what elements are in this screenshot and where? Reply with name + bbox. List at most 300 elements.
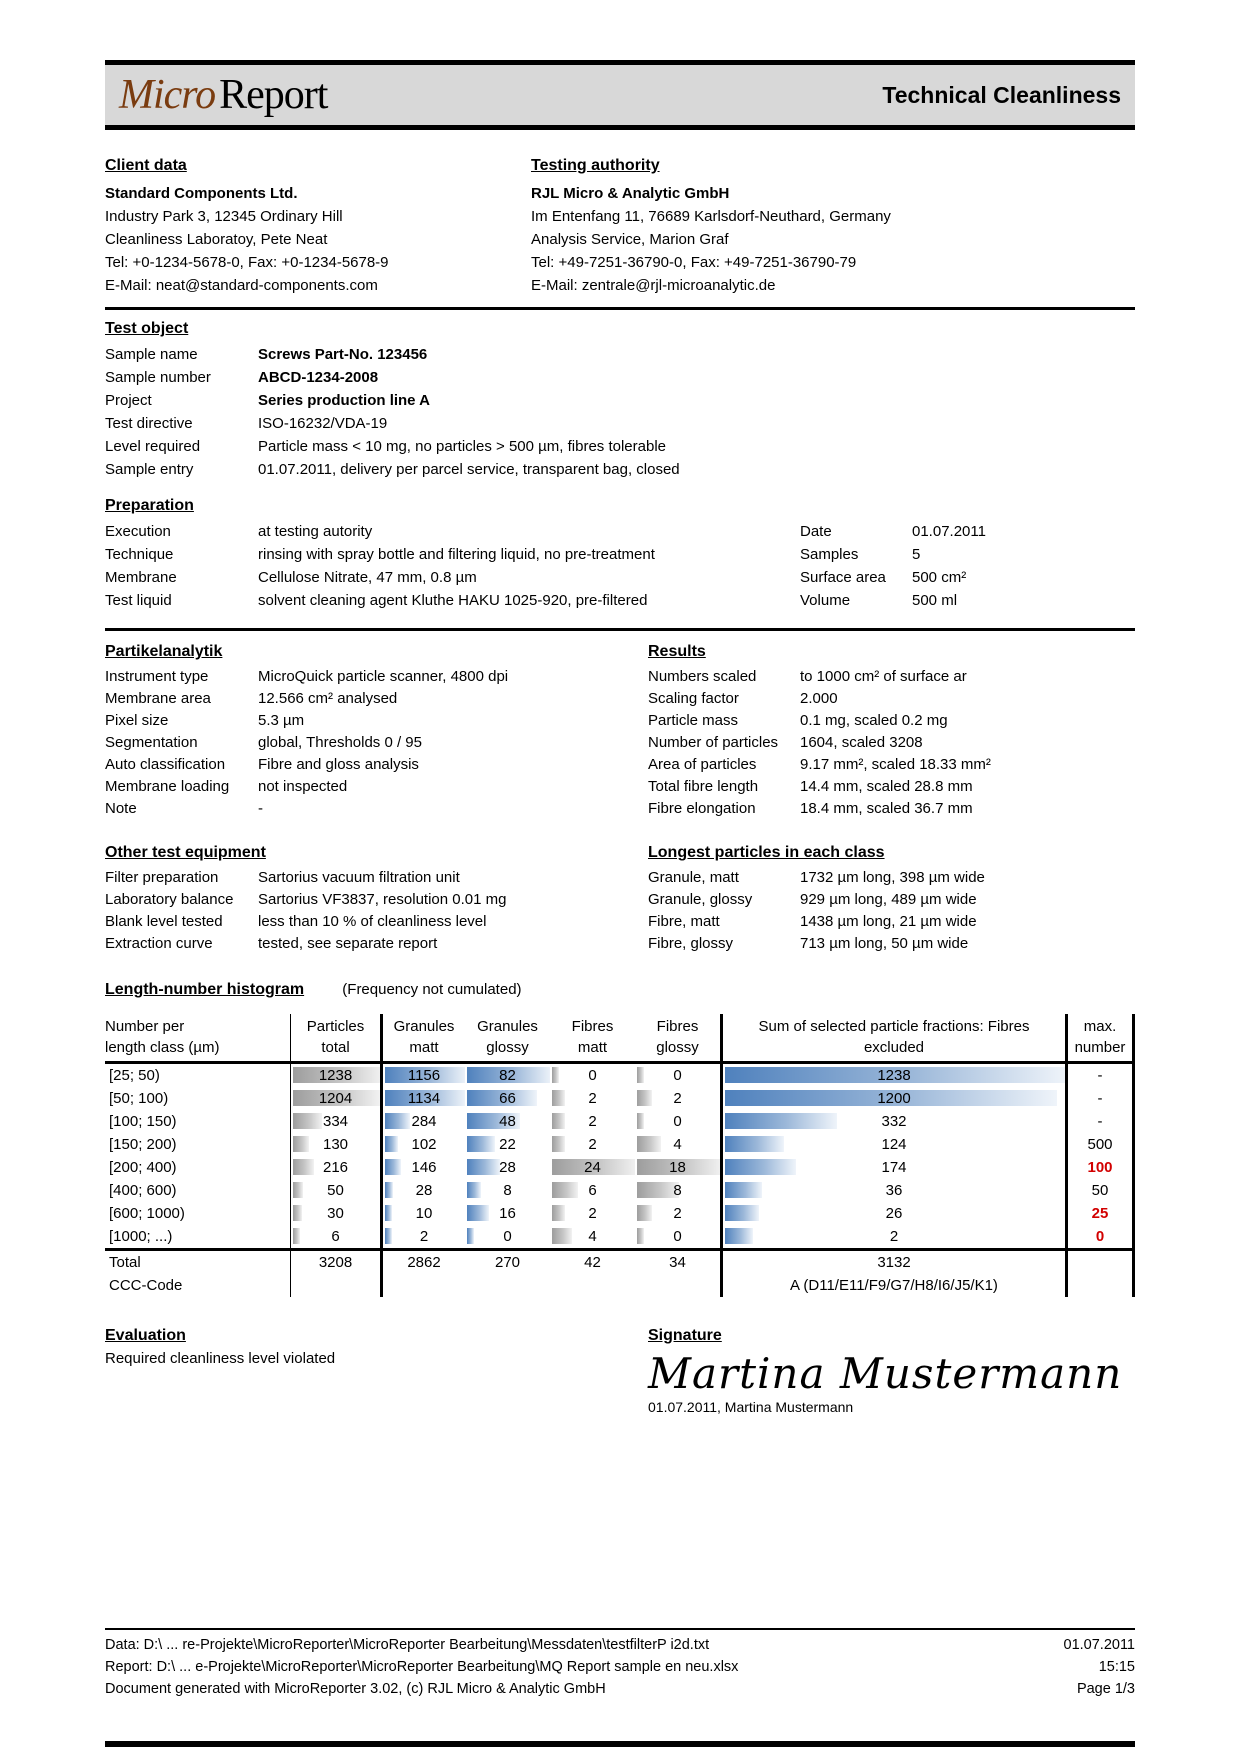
cell-fibres_glossy — [635, 1133, 720, 1156]
bottom-rule — [105, 1741, 1135, 1747]
field-value: 14.4 mm, scaled 28.8 mm — [800, 778, 973, 795]
cell-fibres_matt — [550, 1156, 635, 1179]
value-bar — [467, 1136, 495, 1152]
field-label: Samples — [800, 546, 859, 563]
cell-value: 2 — [419, 1228, 429, 1245]
cell-granules_matt — [380, 1133, 465, 1156]
cell-sum — [720, 1133, 1065, 1156]
histogram-body — [105, 1064, 1135, 1248]
cell-value: 6 — [331, 1228, 340, 1245]
cell-value: 10 — [415, 1205, 433, 1222]
cell-class — [105, 1202, 290, 1225]
footer-report-path: Report: D:\ ... e-Projekte\MicroReporter\MicroReporter Bearbeitung\MQ Report sample en neu.xlsx — [105, 1659, 739, 1675]
cell-particles_total — [290, 1202, 380, 1225]
cell-particles_total — [290, 1225, 380, 1248]
cell-value: 2 — [588, 1090, 597, 1107]
histogram-row — [105, 1202, 1135, 1225]
value-bar — [467, 1205, 489, 1221]
value-bar — [552, 1228, 572, 1244]
field-value: 12.566 cm² analysed — [258, 690, 398, 707]
value-bar — [293, 1113, 322, 1129]
cell-value: 4 — [673, 1136, 682, 1153]
field-label: Blank level tested — [105, 913, 223, 930]
total-max-cell — [1065, 1251, 1135, 1274]
cell-value: 216 — [322, 1159, 349, 1176]
page-title: Technical Cleanliness — [882, 81, 1121, 108]
cell-value: 1134 — [407, 1090, 441, 1107]
field-value: 5.3 µm — [258, 712, 305, 729]
signature-script: Martina Mustermann — [648, 1349, 1123, 1398]
total-particles-cell: 3208 — [290, 1251, 380, 1274]
value-bar — [467, 1182, 481, 1198]
field-label: Sample entry — [105, 461, 194, 478]
value-bar — [725, 1136, 784, 1152]
histogram-ccc-row — [105, 1274, 1135, 1297]
cell-granules_matt — [380, 1156, 465, 1179]
col-header-granules-matt: Granules matt — [380, 1014, 465, 1061]
histogram-row — [105, 1087, 1135, 1110]
cell-class — [105, 1064, 290, 1087]
cell-value: 130 — [322, 1136, 349, 1153]
field-value: 929 µm long, 489 µm wide — [800, 891, 977, 908]
field-label: Pixel size — [105, 712, 169, 729]
field-value: 1438 µm long, 21 µm wide — [800, 913, 977, 930]
value-bar — [293, 1228, 300, 1244]
app-logo — [119, 74, 327, 116]
client-phone: Tel: +0-1234-5678-0, Fax: +0-1234-5678-9 — [105, 254, 389, 271]
cell-particles_total — [290, 1156, 380, 1179]
cell-granules_glossy — [465, 1179, 550, 1202]
total-fibres-matt-cell: 42 — [584, 1254, 601, 1271]
testing-authority-block — [531, 154, 1135, 297]
cell-sum — [720, 1225, 1065, 1248]
total-fibres-glossy-cell: 34 — [669, 1254, 686, 1271]
signature-block — [648, 1327, 1135, 1415]
section-divider — [105, 628, 1135, 631]
cell-value: 50 — [327, 1182, 344, 1199]
cell-particles_total — [290, 1087, 380, 1110]
cell-value: - — [1097, 1067, 1103, 1084]
col-header-sum: Sum of selected particle fractions: Fibres excluded — [720, 1014, 1065, 1061]
value-bar — [385, 1113, 410, 1129]
cell-particles_total — [290, 1064, 380, 1087]
cell-class — [105, 1087, 290, 1110]
preparation-heading: Preparation — [105, 497, 194, 514]
cell-sum — [720, 1179, 1065, 1202]
client-data-block — [105, 154, 531, 297]
cell-fibres_glossy — [635, 1225, 720, 1248]
cell-max — [1065, 1225, 1135, 1248]
total-granules-matt-cell: 2862 — [380, 1251, 465, 1274]
cell-value: 102 — [411, 1136, 437, 1153]
longest-particles-heading: Longest particles in each class — [648, 844, 885, 861]
field-value: less than 10 % of cleanliness level — [258, 913, 487, 930]
logo-report: Report — [219, 72, 328, 118]
field-label: Scaling factor — [648, 690, 739, 707]
cell-value: 332 — [881, 1113, 907, 1130]
field-value: Cellulose Nitrate, 47 mm, 0.8 µm — [258, 569, 477, 586]
field-label: Membrane — [105, 569, 177, 586]
evaluation-block — [105, 1327, 648, 1415]
cell-fibres_matt — [550, 1202, 635, 1225]
results-heading: Results — [648, 643, 706, 660]
cell-granules_glossy — [465, 1225, 550, 1248]
value-bar — [293, 1159, 314, 1175]
cell-fibres_glossy — [635, 1202, 720, 1225]
field-value: ABCD-1234-2008 — [258, 369, 379, 386]
field-value: tested, see separate report — [258, 935, 438, 952]
cell-value: 8 — [673, 1182, 682, 1199]
histogram-row — [105, 1133, 1135, 1156]
field-label: Total fibre length — [648, 778, 759, 795]
cell-max — [1065, 1133, 1135, 1156]
value-bar — [293, 1136, 309, 1152]
field-label: Test directive — [105, 415, 193, 432]
cell-max — [1065, 1087, 1135, 1110]
field-value: to 1000 cm² of surface ar — [800, 668, 967, 685]
field-label: Granule, glossy — [648, 891, 753, 908]
equipment-section — [105, 844, 1135, 955]
field-label: Extraction curve — [105, 935, 213, 952]
cell-sum — [720, 1110, 1065, 1133]
cell-value: 30 — [327, 1205, 344, 1222]
cell-value: 1238 — [877, 1067, 911, 1084]
total-sum-cell: 3132 — [720, 1251, 1065, 1274]
field-value: Particle mass < 10 mg, no particles > 500 µm, fibres tolerable — [258, 438, 666, 455]
value-bar — [637, 1228, 644, 1244]
cell-granules_matt — [380, 1179, 465, 1202]
cell-value: 36 — [885, 1182, 903, 1199]
footer-generator: Document generated with MicroReporter 3.02, (c) RJL Micro & Analytic GmbH — [105, 1681, 606, 1697]
field-value: 500 ml — [912, 592, 958, 609]
field-value: 2.000 — [800, 690, 838, 707]
address-section — [105, 154, 1135, 297]
cell-max — [1065, 1179, 1135, 1202]
cell-value: 66 — [499, 1090, 516, 1107]
cell-fibres_matt — [550, 1087, 635, 1110]
histogram-row — [105, 1110, 1135, 1133]
cell-value: 2 — [673, 1090, 682, 1107]
cell-fibres_matt — [550, 1133, 635, 1156]
value-bar — [637, 1113, 644, 1129]
value-bar — [467, 1159, 500, 1175]
histogram-section — [105, 981, 1135, 1297]
value-bar — [552, 1090, 565, 1106]
field-value: ISO-16232/VDA-19 — [258, 415, 388, 432]
authority-email: E-Mail: zentrale@rjl-microanalytic.de — [531, 277, 776, 294]
field-value: Sartorius vacuum filtration unit — [258, 869, 460, 886]
field-label: Number of particles — [648, 734, 779, 751]
value-bar — [552, 1113, 565, 1129]
empty-cell — [290, 1274, 380, 1297]
cell-particles_total — [290, 1110, 380, 1133]
cell-value: 82 — [499, 1067, 516, 1084]
cell-sum — [720, 1156, 1065, 1179]
field-label: Sample number — [105, 369, 211, 386]
cell-value: 22 — [499, 1136, 516, 1153]
cell-granules_glossy — [465, 1110, 550, 1133]
value-bar — [725, 1182, 762, 1198]
cell-sum — [720, 1202, 1065, 1225]
field-value: at testing autority — [258, 523, 373, 540]
field-value: 713 µm long, 50 µm wide — [800, 935, 969, 952]
field-value: global, Thresholds 0 / 95 — [258, 734, 422, 751]
cell-value: 16 — [499, 1205, 516, 1222]
results-block — [648, 643, 1135, 820]
cell-value: 50 — [1091, 1182, 1109, 1199]
cell-value: 124 — [881, 1136, 907, 1153]
field-value: 5 — [912, 546, 921, 563]
field-label: Auto classification — [105, 756, 226, 773]
cell-value: - — [1097, 1090, 1103, 1107]
field-label: Date — [800, 523, 832, 540]
cell-class — [105, 1225, 290, 1248]
value-bar — [725, 1228, 753, 1244]
cell-value: [1000; ...) — [109, 1228, 173, 1245]
cell-granules_matt — [380, 1087, 465, 1110]
cell-value: [50; 100) — [109, 1090, 169, 1107]
value-bar — [552, 1136, 565, 1152]
field-value: 18.4 mm, scaled 36.7 mm — [800, 800, 973, 817]
cell-fibres_glossy — [635, 1087, 720, 1110]
particle-analysis-heading: Partikelanalytik — [105, 643, 223, 660]
cell-value: 0 — [588, 1067, 597, 1084]
longest-particles-block — [648, 844, 1135, 955]
cell-value: - — [1097, 1113, 1103, 1130]
value-bar — [293, 1182, 303, 1198]
client-company: Standard Components Ltd. — [105, 185, 298, 202]
cell-value: 500 — [1087, 1136, 1113, 1153]
cell-value: 100 — [1087, 1159, 1113, 1176]
cell-value: 284 — [411, 1113, 437, 1130]
empty-cell — [465, 1274, 550, 1297]
cell-class — [105, 1133, 290, 1156]
value-bar — [725, 1205, 759, 1221]
histogram-row — [105, 1156, 1135, 1179]
field-label: Area of particles — [648, 756, 757, 773]
cell-value: [100; 150) — [109, 1113, 177, 1130]
field-value: solvent cleaning agent Kluthe HAKU 1025-920, pre-filtered — [258, 592, 648, 609]
field-label: Numbers scaled — [648, 668, 757, 685]
field-label: Membrane area — [105, 690, 211, 707]
value-bar — [552, 1182, 578, 1198]
histogram-header-row — [105, 1014, 1135, 1064]
cell-class — [105, 1156, 290, 1179]
field-value: Fibre and gloss analysis — [258, 756, 419, 773]
field-label: Fibre, glossy — [648, 935, 734, 952]
signature-caption: 01.07.2011, Martina Mustermann — [648, 1399, 854, 1416]
footer-time: 15:15 — [1098, 1659, 1135, 1675]
footer-date: 01.07.2011 — [1063, 1637, 1135, 1653]
field-value: 01.07.2011, delivery per parcel service, transparent bag, closed — [258, 461, 680, 478]
col-header-fibres-matt: Fibres matt — [571, 1018, 614, 1056]
col-header-max-number: max. number — [1065, 1014, 1135, 1061]
value-bar — [385, 1205, 392, 1221]
cell-granules_matt — [380, 1225, 465, 1248]
field-label: Laboratory balance — [105, 891, 234, 908]
value-bar — [637, 1067, 644, 1083]
field-label: Filter preparation — [105, 869, 219, 886]
cell-value: 146 — [411, 1159, 437, 1176]
total-granules-glossy-cell: 270 — [494, 1254, 521, 1271]
value-bar — [552, 1205, 565, 1221]
value-bar — [725, 1113, 837, 1129]
cell-value: 2 — [588, 1113, 597, 1130]
col-header-fibres-glossy: Fibres glossy — [656, 1018, 699, 1056]
ccc-value-cell: A (D11/E11/F9/G7/H8/I6/J5/K1) — [720, 1274, 1065, 1297]
cell-max — [1065, 1202, 1135, 1225]
field-label: Level required — [105, 438, 201, 455]
histogram-row — [105, 1064, 1135, 1087]
field-label: Sample name — [105, 346, 198, 363]
field-label: Note — [105, 800, 137, 817]
cell-granules_glossy — [465, 1064, 550, 1087]
cell-granules_matt — [380, 1202, 465, 1225]
cell-value: 4 — [588, 1228, 597, 1245]
cell-fibres_matt — [550, 1110, 635, 1133]
cell-value: [600; 1000) — [109, 1205, 185, 1222]
value-bar — [385, 1136, 398, 1152]
cell-max — [1065, 1156, 1135, 1179]
cell-value: 18 — [669, 1159, 686, 1176]
histogram-note: (Frequency not cumulated) — [342, 981, 522, 998]
cell-value: 0 — [673, 1228, 682, 1245]
field-value: 1732 µm long, 398 µm wide — [800, 869, 985, 886]
cell-granules_glossy — [465, 1133, 550, 1156]
col-header-particles-total: Particles total — [290, 1014, 380, 1061]
field-label: Instrument type — [105, 668, 209, 685]
cell-granules_glossy — [465, 1202, 550, 1225]
value-bar — [725, 1159, 796, 1175]
cell-fibres_matt — [550, 1064, 635, 1087]
field-label: Execution — [105, 523, 171, 540]
footer-data-path: Data: D:\ ... re-Projekte\MicroReporter\MicroReporter Bearbeitung\Messdaten\testfilterP i2d.txt — [105, 1637, 710, 1653]
col-header-granules-glossy: Granules glossy — [477, 1018, 538, 1056]
client-data-heading: Client data — [105, 157, 187, 174]
field-label: Project — [105, 392, 152, 409]
cell-granules_matt — [380, 1110, 465, 1133]
cell-fibres_glossy — [635, 1156, 720, 1179]
cell-granules_glossy — [465, 1156, 550, 1179]
evaluation-heading: Evaluation — [105, 1327, 186, 1344]
cell-value: 2 — [889, 1228, 899, 1245]
authority-company: RJL Micro & Analytic GmbH — [531, 185, 730, 202]
cell-value: 1200 — [877, 1090, 911, 1107]
cell-value: 1204 — [318, 1090, 353, 1107]
cell-value: 6 — [588, 1182, 597, 1199]
cell-value: 0 — [673, 1067, 682, 1084]
cell-value: 0 — [673, 1113, 682, 1130]
header-band — [105, 60, 1135, 130]
field-value: 01.07.2011 — [912, 523, 986, 540]
empty-cell — [1065, 1274, 1135, 1297]
total-label-cell: Total — [109, 1254, 141, 1271]
cell-value: 24 — [584, 1159, 601, 1176]
cell-fibres_matt — [550, 1225, 635, 1248]
cell-value: 334 — [322, 1113, 349, 1130]
evaluation-section — [105, 1327, 1135, 1415]
analysis-section — [105, 643, 1135, 820]
cell-fibres_matt — [550, 1179, 635, 1202]
cell-value: 0 — [1095, 1228, 1105, 1245]
field-value: - — [258, 800, 263, 817]
cell-value: 26 — [885, 1205, 903, 1222]
col-header-length-class: Number per length class (µm) — [105, 1018, 220, 1056]
empty-cell — [635, 1274, 720, 1297]
cell-sum — [720, 1087, 1065, 1110]
cell-value: [200; 400) — [109, 1159, 177, 1176]
field-label: Fibre elongation — [648, 800, 756, 817]
cell-fibres_glossy — [635, 1179, 720, 1202]
cell-value: [150; 200) — [109, 1136, 177, 1153]
ccc-label-cell: CCC-Code — [109, 1277, 183, 1294]
cell-value: 28 — [415, 1182, 433, 1199]
value-bar — [552, 1067, 559, 1083]
field-label: Test liquid — [105, 592, 172, 609]
empty-cell — [550, 1274, 635, 1297]
test-object-section — [105, 320, 1135, 481]
cell-value: 8 — [503, 1182, 512, 1199]
authority-contact: Analysis Service, Marion Graf — [531, 231, 729, 248]
cell-value: 25 — [1091, 1205, 1109, 1222]
value-bar — [637, 1205, 652, 1221]
histogram-row — [105, 1179, 1135, 1202]
field-value: 9.17 mm², scaled 18.33 mm² — [800, 756, 991, 773]
value-bar — [385, 1159, 401, 1175]
cell-value: 2 — [588, 1136, 597, 1153]
particle-analysis-block — [105, 643, 648, 820]
testing-authority-heading: Testing authority — [531, 157, 660, 174]
field-value: 1604, scaled 3208 — [800, 734, 923, 751]
cell-value: 2 — [588, 1205, 597, 1222]
cell-value: 1156 — [407, 1067, 441, 1084]
cell-particles_total — [290, 1133, 380, 1156]
cell-class — [105, 1179, 290, 1202]
cell-value: 0 — [503, 1228, 512, 1245]
field-value: 0.1 mg, scaled 0.2 mg — [800, 712, 948, 729]
cell-particles_total — [290, 1179, 380, 1202]
equipment-heading: Other test equipment — [105, 844, 266, 861]
footer-page-number: Page 1/3 — [1076, 1681, 1135, 1697]
cell-max — [1065, 1064, 1135, 1087]
cell-granules_matt — [380, 1064, 465, 1087]
field-label: Particle mass — [648, 712, 739, 729]
cell-value: 1238 — [318, 1067, 353, 1084]
field-label: Fibre, matt — [648, 913, 720, 930]
logo-micro: Micro — [119, 72, 216, 118]
field-value: Sartorius VF3837, resolution 0.01 mg — [258, 891, 507, 908]
cell-granules_glossy — [465, 1087, 550, 1110]
client-email: E-Mail: neat@standard-components.com — [105, 277, 378, 294]
cell-value: 48 — [499, 1113, 516, 1130]
signature-heading: Signature — [648, 1327, 722, 1344]
cell-value: 28 — [499, 1159, 516, 1176]
value-bar — [467, 1228, 474, 1244]
value-bar — [385, 1182, 393, 1198]
authority-address: Im Entenfang 11, 76689 Karlsdorf-Neuthard, Germany — [531, 208, 891, 225]
cell-fibres_glossy — [635, 1110, 720, 1133]
cell-class — [105, 1110, 290, 1133]
page-footer — [105, 1628, 1135, 1700]
cell-value: 2 — [673, 1205, 682, 1222]
cell-sum — [720, 1064, 1065, 1087]
cell-value: [25; 50) — [109, 1067, 160, 1084]
field-value: Series production line A — [258, 392, 430, 409]
field-value: 500 cm² — [912, 569, 967, 586]
field-value: rinsing with spray bottle and filtering liquid, no pre-treatment — [258, 546, 655, 563]
histogram-heading: Length-number histogram — [105, 981, 305, 998]
value-bar — [293, 1205, 302, 1221]
